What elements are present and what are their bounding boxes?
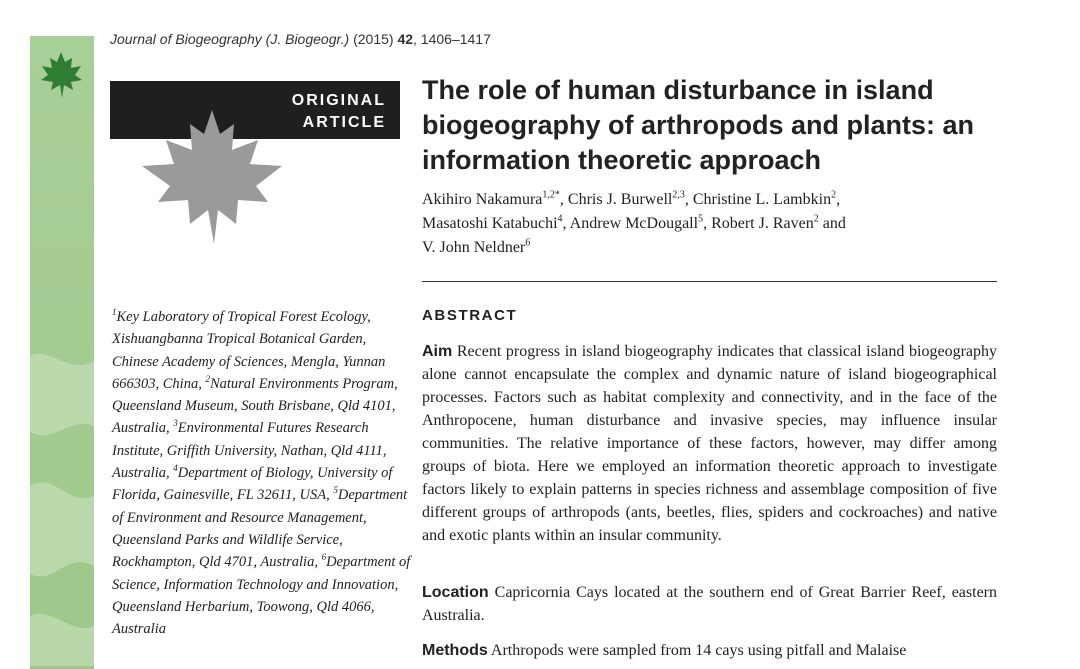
- affiliation-number: 2: [205, 374, 210, 385]
- journal-leaf-icon: [38, 50, 84, 100]
- abstract-methods: [422, 639, 997, 662]
- methods-label: Methods: [422, 642, 488, 659]
- author-affil-mark: 5: [698, 213, 704, 225]
- affiliation-number: 5: [333, 485, 338, 496]
- author-affil-mark: 2: [813, 213, 819, 225]
- author-name: Andrew McDougall: [569, 215, 699, 232]
- affiliation-text: Key Laboratory of Tropical Forest Ecology, Xishuangbanna Tropical Botanical Garden, Chinese Academy of Sciences, Mengla, Yunnan 666303, China,: [112, 309, 386, 392]
- journal-citation: Journal of Biogeography (J. Biogeogr.) (2015) 42, 1406–1417: [110, 31, 491, 47]
- author-affil-mark: 2: [831, 189, 837, 201]
- author-name: Akihiro Nakamura: [422, 191, 543, 208]
- affiliation-text: Department of Science, Information Technology and Innovation, Queensland Herbarium, Toowong, Qld 4066, Australia: [112, 554, 411, 638]
- author-name: Chris J. Burwell: [567, 191, 673, 208]
- author-name: Masatoshi Katabuchi: [422, 215, 558, 232]
- journal-year: (2015): [353, 31, 394, 47]
- aim-text: Recent progress in island biogeography indicates that classical island biogeography alone cannot encapsulate the complex and dynamic nature of island biogeographical processes. Factors such as habitat complexity and connectivity, and in the face of the Anthropocene, human disturbance and invasive species, may influence insular communities. The relative importance of these factors, however, may differ among groups of biota. Here we employed an information theoretic approach to investigate factors likely to explain patterns in species richness and assemblage composition of five different groups of arthropods (ants, beetles, flies, spiders and cockroaches) and native and exotic plants within an insular community.: [422, 343, 997, 544]
- abstract-heading: ABSTRACT: [422, 307, 518, 324]
- journal-side-strip: [30, 36, 94, 669]
- journal-volume: 42: [397, 31, 414, 47]
- author-affil-mark: 2,3: [672, 189, 685, 201]
- strip-texture: [30, 336, 94, 666]
- maple-leaf-icon: [138, 106, 286, 246]
- affiliation-number: 4: [173, 463, 178, 474]
- affiliation-text: Natural Environments Program, Queensland Museum, South Brisbane, Qld 4101, Australia,: [112, 375, 398, 437]
- abstract-location: [422, 581, 997, 627]
- journal-abbrev: (J. Biogeogr.): [265, 31, 350, 47]
- aim-label: Aim: [422, 343, 453, 360]
- author-affil-mark: 1,2*: [542, 189, 560, 201]
- affiliations: [112, 306, 412, 640]
- affiliation-number: 1: [112, 307, 117, 318]
- affiliation-text: Department of Environment and Resource Management, Queensland Parks and Wildlife Service, Rockhampton, Qld 4701, Australia,: [112, 487, 408, 571]
- author-affil-mark: 6: [525, 237, 531, 249]
- journal-pages: 1406–1417: [420, 31, 491, 47]
- journal-name: Journal of Biogeography: [110, 31, 262, 47]
- location-label: Location: [422, 584, 489, 601]
- author-name: V. John Neldner: [422, 239, 526, 256]
- affiliation-number: 3: [173, 418, 178, 429]
- article-type-label: ORIGINAL ARTICLE: [291, 92, 386, 131]
- article-title: The role of human disturbance in island biogeography of arthropods and plants: an information theoretic approach: [422, 75, 975, 175]
- author-name: Robert J. Raven: [711, 215, 814, 232]
- author-list: Akihiro Nakamura$^{1,2*}$, Chris J. Burwell$^{2,3}$, Christine L. Lambkin$^2$, Masatoshi Katabuchi$^4$, Andrew McDougall$^5$, Robert J. Raven$^2$ and V. John Neldner$^6$: [422, 189, 846, 256]
- author-affil-mark: 4: [557, 213, 563, 225]
- header-divider: [422, 281, 997, 282]
- affiliation-text: Environmental Futures Research Institute, Griffith University, Nathan, Qld 4111, Australia,: [112, 420, 387, 482]
- affiliation-number: 6: [321, 552, 327, 563]
- abstract-aim: [422, 340, 997, 547]
- methods-text: Arthropods were sampled from 14 cays using pitfall and Malaise: [487, 642, 907, 659]
- affiliation-text: Department of Biology, University of Florida, Gainesville, FL 32611, USA,: [112, 465, 393, 504]
- author-name: Christine L. Lambkin: [692, 191, 832, 208]
- location-text: Capricornia Cays located at the southern end of Great Barrier Reef, eastern Australia.: [422, 584, 997, 624]
